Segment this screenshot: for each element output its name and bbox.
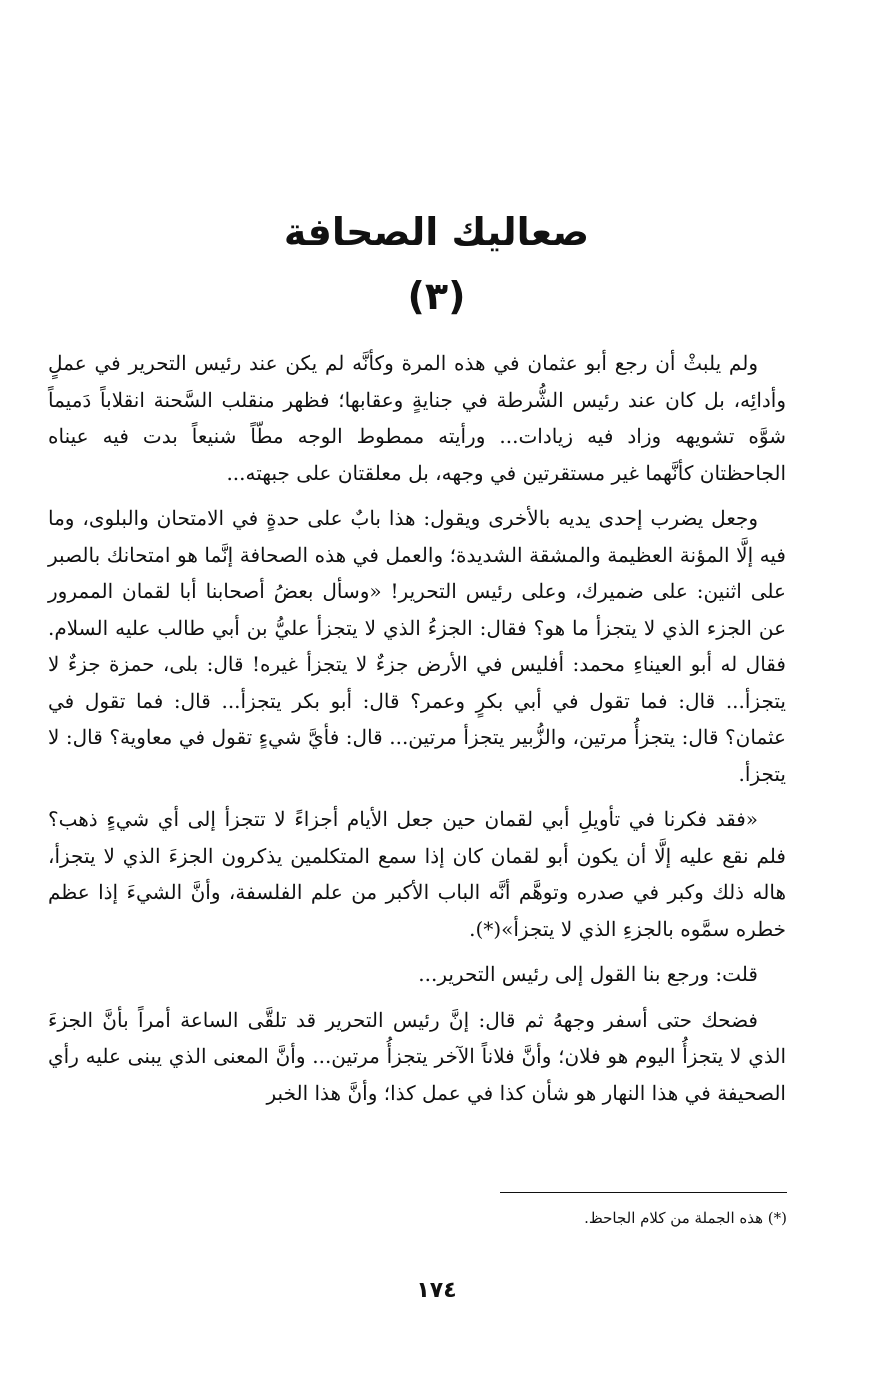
paragraph: ولم يلبثْ أن رجع أبو عثمان في هذه المرة وكأنَّه لم يكن عند رئيس التحرير في عملٍ وأدائِه، بل كان عند رئيس الشُّرطة في جنايةٍ وعقابها؛ فظهر منقلب السَّحنة انقلاباً دَميماً شوَّه تشويهه وزاد فيه زيادات... ورأيته ممطوط الوجه مطّاً شنيعاً بدت فيه عيناه الجاحظتان كأنَّهما غير مستقرتين في وجهه، بل معلقتان على جبهته...	[48, 351, 786, 485]
footnote-divider	[500, 1192, 787, 1193]
footnote: (*) هذه الجملة من كلام الجاحظ.	[584, 1209, 787, 1227]
chapter-part-number: (٣)	[407, 274, 466, 318]
paragraph: قلت: ورجع بنا القول إلى رئيس التحرير...	[418, 962, 758, 986]
page-number: ١٧٤	[416, 1278, 457, 1303]
chapter-title: صعاليك الصحافة	[283, 210, 590, 254]
paragraph: وجعل يضرب إحدى يديه بالأخرى ويقول: هذا بابٌ على حدةٍ في الامتحان والبلوى، وما فيه إلَّا المؤنة العظيمة والمشقة الشديدة؛ والعمل في هذه الصحافة إنَّما هو امتحانك بالصبر على اثنين: على ضميرك، وعلى رئيس التحرير! «وسأل بعضُ أصحابنا أبا لقمان الممرور عن الجزء الذي لا يتجزأ ما هو؟ فقال: الجزءُ الذي لا يتجزأ عليُّ بن أبي طالب عليه السلام. فقال له أبو العيناءِ محمد: أفليس في الأرض جزءٌ لا يتجزأ غيره! قال: بلى، حمزة جزءٌ لا يتجزأ... قال: فما تقول في أبي بكرٍ وعمر؟ قال: أبو بكر يتجزأ... قال: فما تقول في عثمان؟ قال: يتجزأُ مرتين، والزُّبير يتجزأ مرتين... قال: فأيَّ شيءٍ تقول في معاوية؟ قال: لا يتجزأ.	[48, 506, 786, 786]
body-text	[48, 345, 786, 1120]
paragraph: فضحك حتى أسفر وجههُ ثم قال: إنَّ رئيس التحرير قد تلقَّى الساعة أمراً بأنَّ الجزءَ الذي لا يتجزأُ اليوم هو فلان؛ وأنَّ فلاناً الآخر يتجزأُ مرتين... وأنَّ المعنى الذي يبنى عليه رأي الصحيفة في هذا النهار هو شأن كذا في عمل كذا؛ وأنَّ هذا الخبر	[48, 1007, 786, 1105]
paragraph: «فقد فكرنا في تأويلِ أبي لقمان حين جعل الأيام أجزاءً لا تتجزأ إلى أي شيءٍ ذهب؟ فلم نقع عليه إلَّا أن يكون أبو لقمان كان إذا سمع المتكلمين يذكرون الجزءَ الذي لا يتجزأ، هاله ذلك وكبر في صدره وتوهَّم أنَّه الباب الأكبر من علم الفلسفة، وأنَّ الشيءَ إذا عظم خطره سمَّوه بالجزءِ الذي لا يتجزأ»(*).	[48, 807, 786, 941]
